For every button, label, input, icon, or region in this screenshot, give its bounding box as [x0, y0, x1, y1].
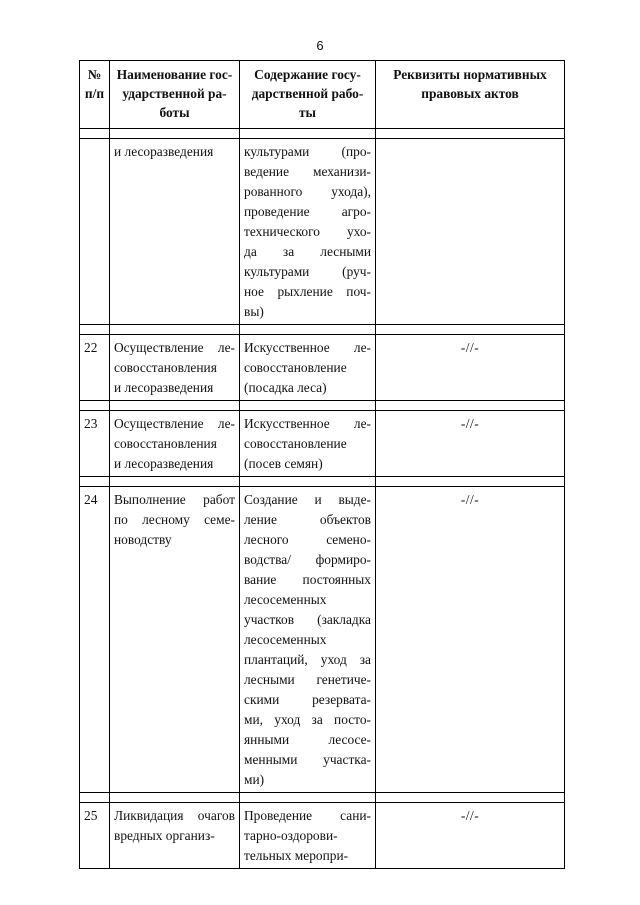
work-content-line: (посадка леса): [244, 380, 327, 395]
work-content-line: вание постоянных: [244, 572, 371, 587]
table-row: [80, 487, 565, 793]
header-name-line: боты: [159, 105, 190, 120]
work-name-line: Ликвидация очагов: [114, 808, 235, 823]
row-gap: [80, 793, 565, 803]
requisites-cell: [376, 335, 565, 401]
work-content-line: культурами (руч-: [244, 264, 371, 279]
requisites-text: -//-: [460, 808, 480, 823]
work-content-line: (посев семян): [244, 456, 323, 471]
work-content-line: Проведение сани-: [244, 808, 371, 823]
header-content: [240, 61, 376, 129]
work-content-line: тарно-оздорови-: [244, 828, 338, 843]
header-requisites-line: Реквизиты нормативных: [393, 67, 547, 82]
requisites-cell: [376, 803, 565, 869]
work-content-line: лесосеменных: [244, 592, 327, 607]
header-content-line: Содержание госу-: [254, 67, 361, 82]
gap-cell: [376, 129, 565, 139]
work-content-line: Создание и выде-: [244, 492, 371, 507]
work-content-cell: [240, 411, 376, 477]
work-content-line: лесными генетиче-: [244, 672, 371, 687]
work-name-line: Осуществление ле-: [114, 416, 235, 431]
work-name-line: вредных организ-: [114, 828, 215, 843]
row-number: 24: [80, 487, 110, 793]
row-gap: [80, 325, 565, 335]
work-content-line: технического ухо-: [244, 224, 371, 239]
header-requisites: [376, 61, 565, 129]
requisites-text: -//-: [460, 416, 480, 431]
gap-cell: [376, 477, 565, 487]
requisites-text: -//-: [460, 340, 480, 355]
gap-cell: [110, 401, 240, 411]
work-name-line: и лесоразведения: [114, 144, 214, 159]
work-content-line: культурами (про-: [244, 144, 371, 159]
header-gap-row: [80, 129, 565, 139]
header-content-line: дарственной рабо-: [251, 86, 364, 101]
work-content-line: ное рыхление поч-: [244, 284, 371, 299]
gap-cell: [376, 401, 565, 411]
work-content-line: Искусственное ле-: [244, 416, 371, 431]
work-content-line: ми): [244, 772, 265, 787]
table-header-row: [80, 61, 565, 129]
work-content-line: водства/ формиро-: [244, 552, 371, 567]
work-content-cell: [240, 335, 376, 401]
gap-cell: [240, 325, 376, 335]
row-number: 23: [80, 411, 110, 477]
gap-cell: [80, 129, 110, 139]
header-requisites-line: правовых актов: [421, 86, 519, 101]
gap-cell: [80, 477, 110, 487]
work-content-cell: [240, 803, 376, 869]
work-content-line: рованного ухода),: [244, 184, 371, 199]
work-content-line: лесосеменных: [244, 632, 327, 647]
work-content-line: совосстановление: [244, 360, 347, 375]
work-content-line: ление объектов: [244, 512, 371, 527]
gap-cell: [240, 401, 376, 411]
requisites-cell: [376, 487, 565, 793]
header-name-line: Наименование гос-: [116, 67, 233, 82]
gap-cell: [110, 129, 240, 139]
work-name-line: Осуществление ле-: [114, 340, 235, 355]
gap-cell: [240, 129, 376, 139]
gap-cell: [80, 793, 110, 803]
header-num-line: №: [87, 67, 102, 82]
work-content-line: ведение механизи-: [244, 164, 371, 179]
row-number: [80, 139, 110, 325]
gap-cell: [376, 793, 565, 803]
work-content-line: янными лесосе-: [244, 732, 371, 747]
gap-cell: [80, 401, 110, 411]
work-name-cell: [110, 335, 240, 401]
work-content-line: плантаций, уход за: [244, 652, 371, 667]
requisites-cell: [376, 411, 565, 477]
gap-cell: [110, 793, 240, 803]
work-content-line: менными участка-: [244, 752, 371, 767]
work-name-line: по лесному семе-: [114, 512, 235, 527]
work-content-line: совосстановление: [244, 436, 347, 451]
work-content-line: тельных меропри-: [244, 848, 349, 863]
table-row: [80, 803, 565, 869]
gap-cell: [110, 477, 240, 487]
work-content-line: да за лесными: [244, 244, 371, 259]
work-name-line: новодству: [114, 532, 172, 547]
gap-cell: [240, 477, 376, 487]
work-content-line: скими резервата-: [244, 692, 371, 707]
work-name-line: Выполнение работ: [114, 492, 235, 507]
work-name-line: совосстановления: [114, 436, 217, 451]
work-content-line: проведение агро-: [244, 204, 371, 219]
gap-cell: [240, 793, 376, 803]
header-num: [80, 61, 110, 129]
work-content-line: участков (закладка: [244, 612, 371, 627]
work-name-line: и лесоразведения: [114, 380, 214, 395]
gap-cell: [376, 325, 565, 335]
header-num-line: п/п: [84, 86, 105, 101]
requisites-cell: [376, 139, 565, 325]
work-content-cell: [240, 487, 376, 793]
work-name-cell: [110, 411, 240, 477]
row-number: 25: [80, 803, 110, 869]
requisites-text: -//-: [460, 492, 480, 507]
work-content-cell: [240, 139, 376, 325]
work-name-cell: [110, 803, 240, 869]
work-name-line: и лесоразведения: [114, 456, 214, 471]
table-row: [80, 139, 565, 325]
work-content-line: вы): [244, 304, 264, 319]
work-content-line: Искусственное ле-: [244, 340, 371, 355]
table-row: [80, 335, 565, 401]
work-name-line: совосстановления: [114, 360, 217, 375]
work-table: [79, 60, 565, 869]
work-name-cell: [110, 487, 240, 793]
work-content-line: лесного семено-: [244, 532, 371, 547]
page-number: 6: [316, 38, 324, 53]
table-row: [80, 411, 565, 477]
row-number: 22: [80, 335, 110, 401]
header-name: [110, 61, 240, 129]
table-body: [80, 139, 565, 869]
work-name-cell: [110, 139, 240, 325]
gap-cell: [80, 325, 110, 335]
row-gap: [80, 401, 565, 411]
header-content-line: ты: [298, 105, 317, 120]
row-gap: [80, 477, 565, 487]
gap-cell: [110, 325, 240, 335]
work-content-line: ми, уход за посто-: [244, 712, 371, 727]
header-name-line: ударственной ра-: [122, 86, 227, 101]
